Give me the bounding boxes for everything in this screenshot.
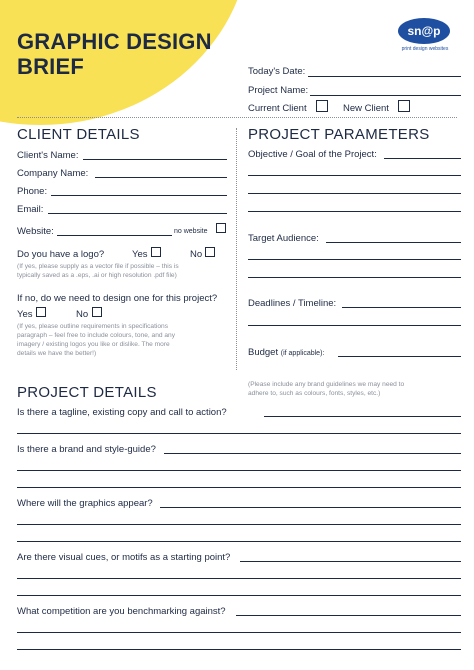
target-audience-label: Target Audience: — [248, 233, 319, 244]
todays-date-label: Today's Date: — [248, 66, 306, 77]
column-divider — [236, 128, 237, 370]
target-audience-field-2[interactable] — [248, 259, 461, 260]
competition-question: What competition are you benchmarking against? — [17, 606, 226, 617]
new-client-checkbox[interactable] — [398, 100, 410, 112]
objective-field-1[interactable] — [384, 158, 461, 159]
logo-no-label: No — [190, 249, 203, 260]
brand-guide-field-1[interactable] — [164, 453, 461, 454]
logo-question: Do you have a logo? — [17, 249, 105, 260]
todays-date-field[interactable] — [308, 76, 461, 77]
snap-logo: sn@p — [398, 18, 450, 44]
brand-guide-question: Is there a brand and style-guide? — [17, 444, 156, 455]
company-name-label: Company Name: — [17, 168, 89, 179]
tagline-field-2[interactable] — [17, 433, 461, 434]
project-name-field[interactable] — [310, 95, 461, 96]
competition-field-3[interactable] — [17, 649, 461, 650]
design-note-4: details we have the better!) — [17, 350, 97, 357]
page-title-line2: BRIEF — [17, 54, 84, 79]
brand-guide-field-2[interactable] — [17, 470, 461, 471]
current-client-label: Current Client — [248, 103, 307, 114]
target-audience-field-3[interactable] — [248, 277, 461, 278]
design-yes-label: Yes — [17, 309, 33, 320]
visual-cues-question: Are there visual cues, or motifs as a starting point? — [17, 552, 231, 563]
no-website-label: no website — [174, 228, 208, 235]
objective-field-3[interactable] — [248, 193, 461, 194]
client-name-field[interactable] — [83, 159, 227, 160]
client-details-heading: CLIENT DETAILS — [17, 126, 140, 143]
project-name-label: Project Name: — [248, 85, 309, 96]
new-client-label: New Client — [343, 103, 389, 114]
website-field[interactable] — [57, 235, 172, 236]
graphics-field-2[interactable] — [17, 524, 461, 525]
brand-guide-field-3[interactable] — [17, 487, 461, 488]
logo-yes-label: Yes — [132, 249, 148, 260]
website-label: Website: — [17, 226, 54, 237]
email-label: Email: — [17, 204, 44, 215]
objective-field-2[interactable] — [248, 175, 461, 176]
deadlines-label: Deadlines / Timeline: — [248, 298, 337, 309]
competition-field-1[interactable] — [236, 615, 461, 616]
company-name-field[interactable] — [95, 177, 227, 178]
phone-field[interactable] — [51, 195, 227, 196]
objective-field-4[interactable] — [248, 211, 461, 212]
graphics-field-1[interactable] — [160, 507, 461, 508]
page-title-line1: GRAPHIC DESIGN — [17, 29, 212, 54]
logo-note-2: typically saved as a .eps, .ai or high resolution .pdf file) — [17, 272, 177, 279]
budget-note: (if applicable): — [280, 350, 325, 357]
design-no-checkbox[interactable] — [92, 307, 102, 317]
graphics-field-3[interactable] — [17, 541, 461, 542]
objective-label: Objective / Goal of the Project: — [248, 149, 377, 160]
design-no-label: No — [76, 309, 89, 320]
current-client-checkbox[interactable] — [316, 100, 328, 112]
target-audience-field-1[interactable] — [326, 242, 461, 243]
design-note-1: (If yes, please outline requirements in specifications — [17, 323, 168, 330]
budget-label — [248, 347, 324, 358]
deadlines-field-1[interactable] — [342, 307, 461, 308]
client-name-label: Client's Name: — [17, 150, 79, 161]
visual-cues-field-2[interactable] — [17, 578, 461, 579]
project-parameters-heading: PROJECT PARAMETERS — [248, 126, 430, 143]
logo-tagline: print design websites — [401, 46, 449, 52]
tagline-field-1[interactable] — [264, 416, 461, 417]
phone-label: Phone: — [17, 186, 48, 197]
design-note-2: paragraph – feel free to include colours, tone, and any — [17, 332, 175, 339]
budget-label-text: Budget — [248, 347, 279, 358]
logo-note-1: (If yes, please supply as a vector file if possible – this is — [17, 263, 179, 270]
logo-no-checkbox[interactable] — [205, 247, 215, 257]
header-divider — [17, 117, 457, 118]
design-question: If no, do we need to design one for this project? — [17, 293, 218, 304]
design-yes-checkbox[interactable] — [36, 307, 46, 317]
visual-cues-field-3[interactable] — [17, 595, 461, 596]
budget-field[interactable] — [338, 356, 461, 357]
deadlines-field-2[interactable] — [248, 325, 461, 326]
project-details-heading: PROJECT DETAILS — [17, 384, 157, 401]
graphics-question: Where will the graphics appear? — [17, 498, 153, 509]
visual-cues-field-1[interactable] — [240, 561, 461, 562]
no-website-checkbox[interactable] — [216, 223, 226, 233]
design-note-3: imagery / existing logos you like or dislike. The more — [17, 341, 170, 348]
guidelines-note-1: (Please include any brand guidelines we may need to — [248, 381, 405, 388]
email-field[interactable] — [48, 213, 227, 214]
logo-yes-checkbox[interactable] — [151, 247, 161, 257]
tagline-question: Is there a tagline, existing copy and call to action? — [17, 407, 227, 418]
guidelines-note-2: adhere to, such as colours, fonts, styles, etc.) — [248, 390, 381, 397]
competition-field-2[interactable] — [17, 632, 461, 633]
